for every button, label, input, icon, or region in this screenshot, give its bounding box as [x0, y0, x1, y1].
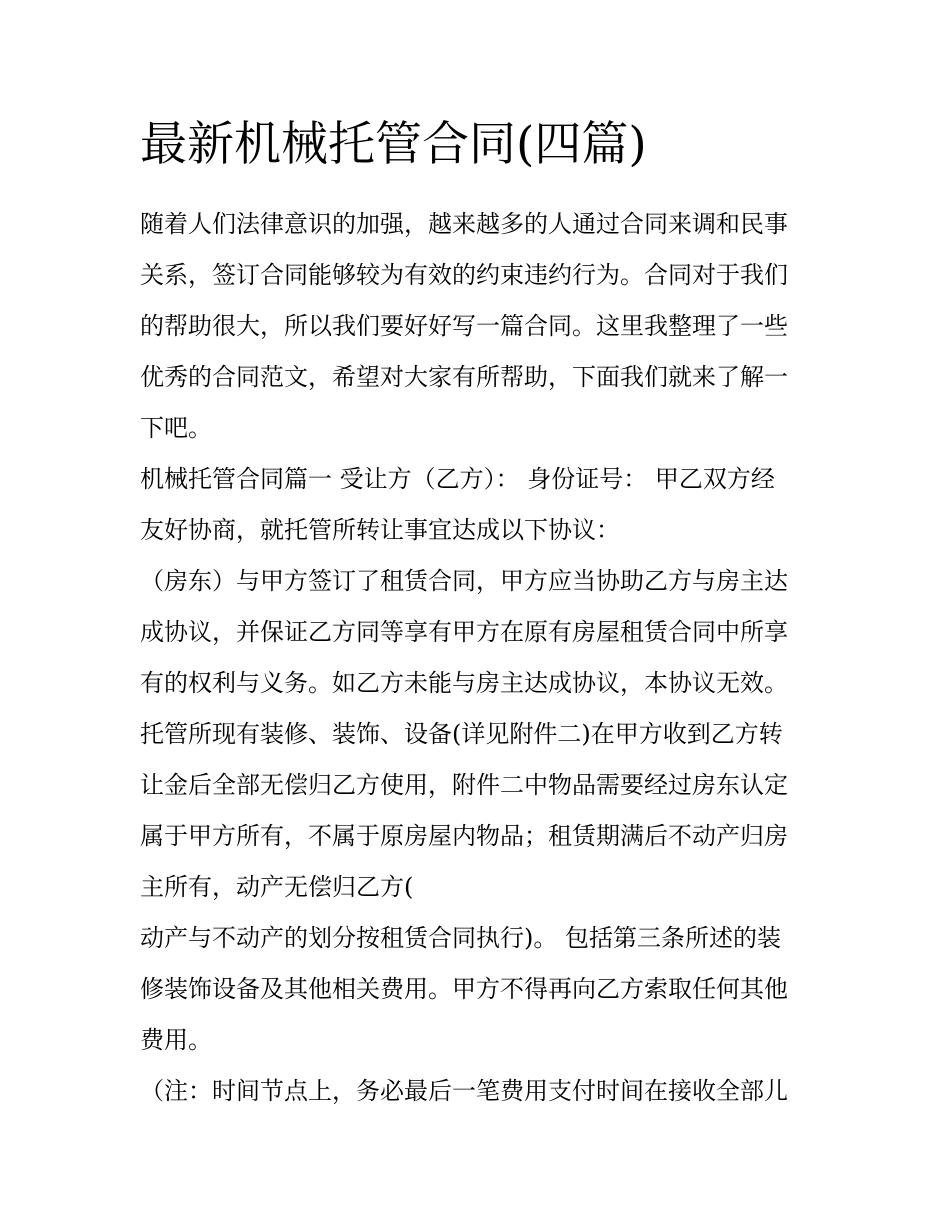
body-line: 让金后全部无偿归乙方使用，附件二中物品需要经过房东认定 — [140, 771, 788, 799]
body-line: 主所有，动产无偿归乙方( — [140, 873, 414, 901]
body-line: 友好协商，就托管所转让事宜达成以下协议： — [140, 516, 620, 544]
body-line: 修装饰设备及其他相关费用。甲方不得再向乙方索取任何其他 — [140, 975, 788, 1003]
body-line: （房东）与甲方签订了租赁合同，甲方应当协助乙方与房主达 — [140, 567, 788, 595]
body-line: 关系，签订合同能够较为有效的约束违约行为。合同对于我们 — [140, 261, 788, 289]
body-line: 随着人们法律意识的加强，越来越多的人通过合同来调和民事 — [140, 210, 788, 238]
body-line: （注：时间节点上，务必最后一笔费用支付时间在接收全部儿 — [140, 1077, 788, 1105]
body-line: 有的权利与义务。如乙方未能与房主达成协议，本协议无效。 — [140, 669, 788, 697]
body-line: 属于甲方所有，不属于原房屋内物品；租赁期满后不动产归房 — [140, 822, 788, 850]
body-line: 优秀的合同范文，希望对大家有所帮助，下面我们就来了解一 — [140, 363, 788, 391]
body-line: 托管所现有装修、装饰、设备(详见附件二)在甲方收到乙方转 — [140, 720, 783, 748]
body-line: 下吧。 — [140, 414, 212, 442]
body-line: 的帮助很大，所以我们要好好写一篇合同。这里我整理了一些 — [140, 312, 788, 340]
body-line: 费用。 — [140, 1026, 212, 1054]
document-title: 最新机械托管合同(四篇) — [140, 117, 647, 172]
body-line: 成协议，并保证乙方同等享有甲方在原有房屋租赁合同中所享 — [140, 618, 788, 646]
body-line: 动产与不动产的划分按租赁合同执行)。 包括第三条所述的装 — [140, 924, 781, 952]
document-body — [140, 199, 816, 1117]
body-line: 机械托管合同篇一 受让方（乙方）： 身份证号： 甲乙双方经 — [140, 465, 775, 493]
